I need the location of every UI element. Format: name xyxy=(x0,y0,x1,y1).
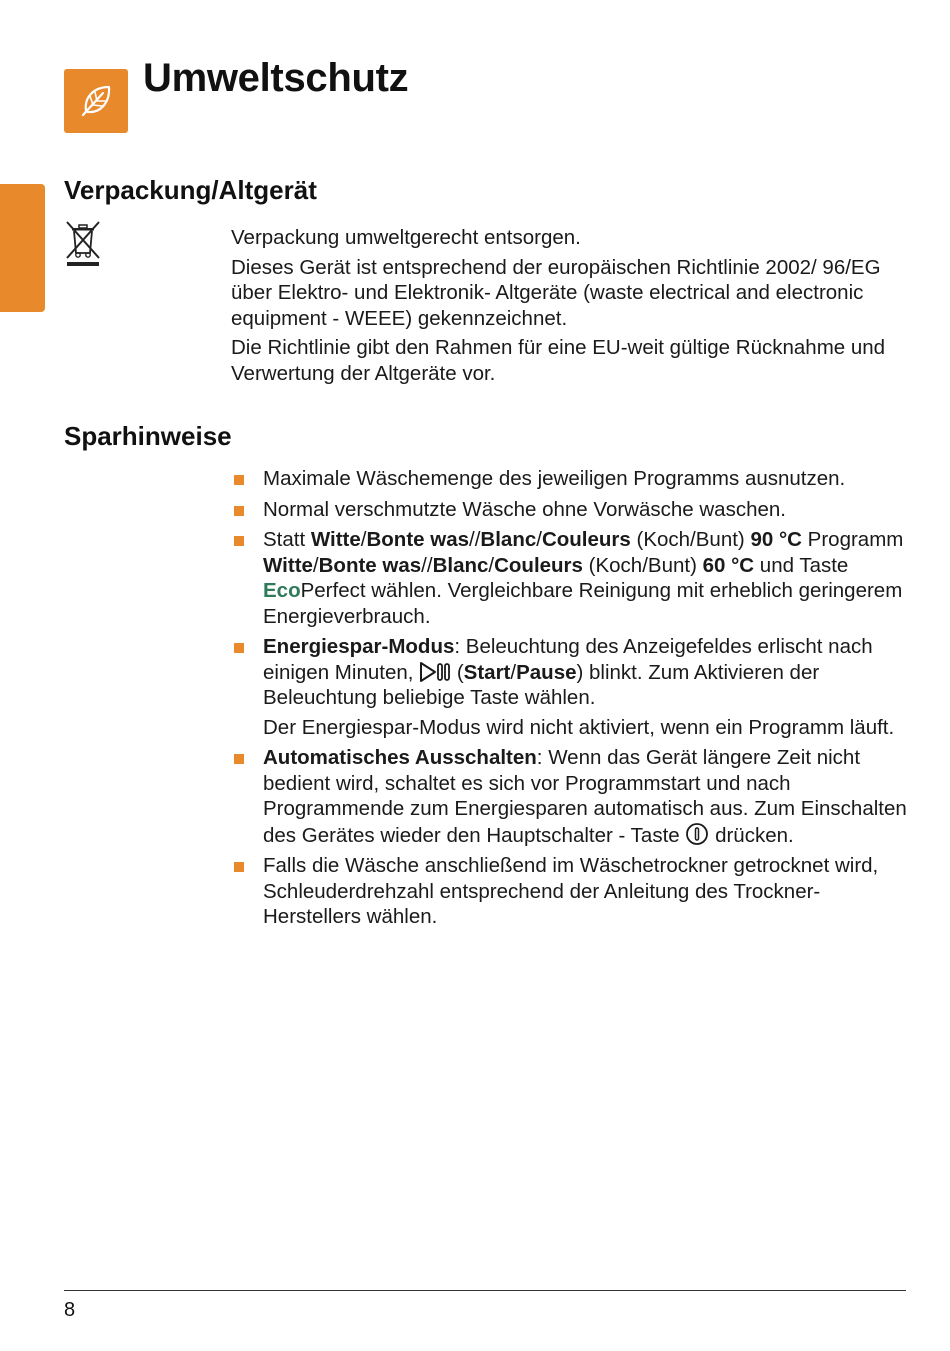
program-name: Witte xyxy=(263,553,313,577)
bullet-square xyxy=(234,643,244,653)
button-name: Start xyxy=(463,660,511,684)
page-title: Umweltschutz xyxy=(143,56,409,100)
button-name: Pause xyxy=(516,660,577,684)
feature-name: Energiespar-Modus xyxy=(263,635,455,658)
paragraph: Dieses Gerät ist entsprechend der europäischen Richtlinie 2002/ 96/EG über Elektro- und Elektronik- Altgeräte (waste electrical and electronic equipment - WEEE) gekennzeichnet. xyxy=(231,255,881,330)
eco-label: Eco xyxy=(263,579,301,602)
footer-divider xyxy=(64,1290,906,1291)
tip-text: ( xyxy=(451,660,464,684)
tip-text: : Wenn das Gerät längere Zeit nicht bedient wird, schaltet es sich vor Programmstart und nach Programmende zum Energiesparen automatisch aus. Zum Einschalten des Gerätes wieder den Hauptschalter - Taste xyxy=(263,746,907,847)
tip-text: Perfect wählen. Vergleichbare Reinigung mit erheblich geringerem Energieverbrauch. xyxy=(263,579,903,628)
list-item xyxy=(231,527,911,629)
packaging-heading: Verpackung/Altgerät xyxy=(64,175,317,205)
page-number: 8 xyxy=(64,1299,76,1321)
tip-text: (Koch/Bunt) xyxy=(630,528,751,551)
tip-text: drücken. xyxy=(709,823,794,847)
separator: // xyxy=(469,528,481,551)
packaging-text xyxy=(231,225,911,390)
list-item xyxy=(231,745,911,848)
bullet-square xyxy=(234,536,244,546)
program-name: Couleurs xyxy=(541,528,631,551)
tip-text: Maximale Wäschemenge des jeweiligen Programms ausnutzen. xyxy=(263,467,846,490)
start-pause-icon xyxy=(419,661,451,683)
separator: / xyxy=(510,660,517,684)
tip-text: und Taste xyxy=(754,553,849,577)
bullet-square xyxy=(234,506,244,516)
paragraph: Verpackung umweltgerecht entsorgen. xyxy=(231,226,581,249)
tip-paragraph xyxy=(263,634,911,711)
program-name: Blanc xyxy=(480,528,537,551)
leaf-icon xyxy=(76,81,116,121)
tip-paragraph: Der Energiespar-Modus wird nicht aktiviert, wenn ein Programm läuft. xyxy=(263,715,895,739)
tip-text: ) blinkt. Zum Aktivieren der Beleuchtung beliebige Taste wählen. xyxy=(263,660,820,709)
section-tab-marker xyxy=(0,184,45,312)
tip-text: : Beleuchtung des Anzeigefeldes erlischt nach einigen Minuten, xyxy=(263,635,873,684)
tip-text: Normal verschmutzte Wäsche ohne Vorwäsche waschen. xyxy=(263,497,786,521)
bullet-square xyxy=(234,754,244,764)
bullet-square xyxy=(234,475,244,485)
saving-heading: Sparhinweise xyxy=(64,421,232,451)
separator: / xyxy=(488,553,495,577)
leaf-icon-badge xyxy=(64,69,128,133)
tip-text: Statt xyxy=(263,528,311,551)
list-item xyxy=(231,497,911,523)
program-name: Bonte was xyxy=(318,553,422,577)
program-name: Bonte was xyxy=(366,528,470,551)
separator: / xyxy=(312,553,319,577)
separator: // xyxy=(421,553,433,577)
program-name: Witte xyxy=(310,528,361,551)
bullet-square xyxy=(234,862,244,872)
tip-text: Programm xyxy=(801,528,904,551)
list-item xyxy=(231,634,911,740)
power-icon xyxy=(685,822,709,846)
temperature: 90 °C xyxy=(750,528,802,551)
temperature: 60 °C xyxy=(702,553,755,577)
separator: / xyxy=(360,528,367,551)
tip-text: Falls die Wäsche anschließend im Wäschetrockner getrocknet wird, Schleuderdrehzahl entsprechend der Anleitung des Trockner-Herstellers wählen. xyxy=(263,854,879,928)
program-name: Couleurs xyxy=(494,553,583,577)
tip-text: (Koch/Bunt) xyxy=(582,553,703,577)
paragraph: Die Richtlinie gibt den Rahmen für eine EU-weit gültige Rücknahme und Verwertung der Altgeräte vor. xyxy=(231,336,886,385)
program-name: Blanc xyxy=(432,553,489,577)
list-item xyxy=(231,466,911,492)
list-item xyxy=(231,853,911,930)
saving-tips-list xyxy=(231,466,911,935)
feature-name: Automatisches Ausschalten xyxy=(263,746,537,769)
separator: / xyxy=(536,528,542,551)
crossed-out-bin-icon xyxy=(64,219,102,267)
